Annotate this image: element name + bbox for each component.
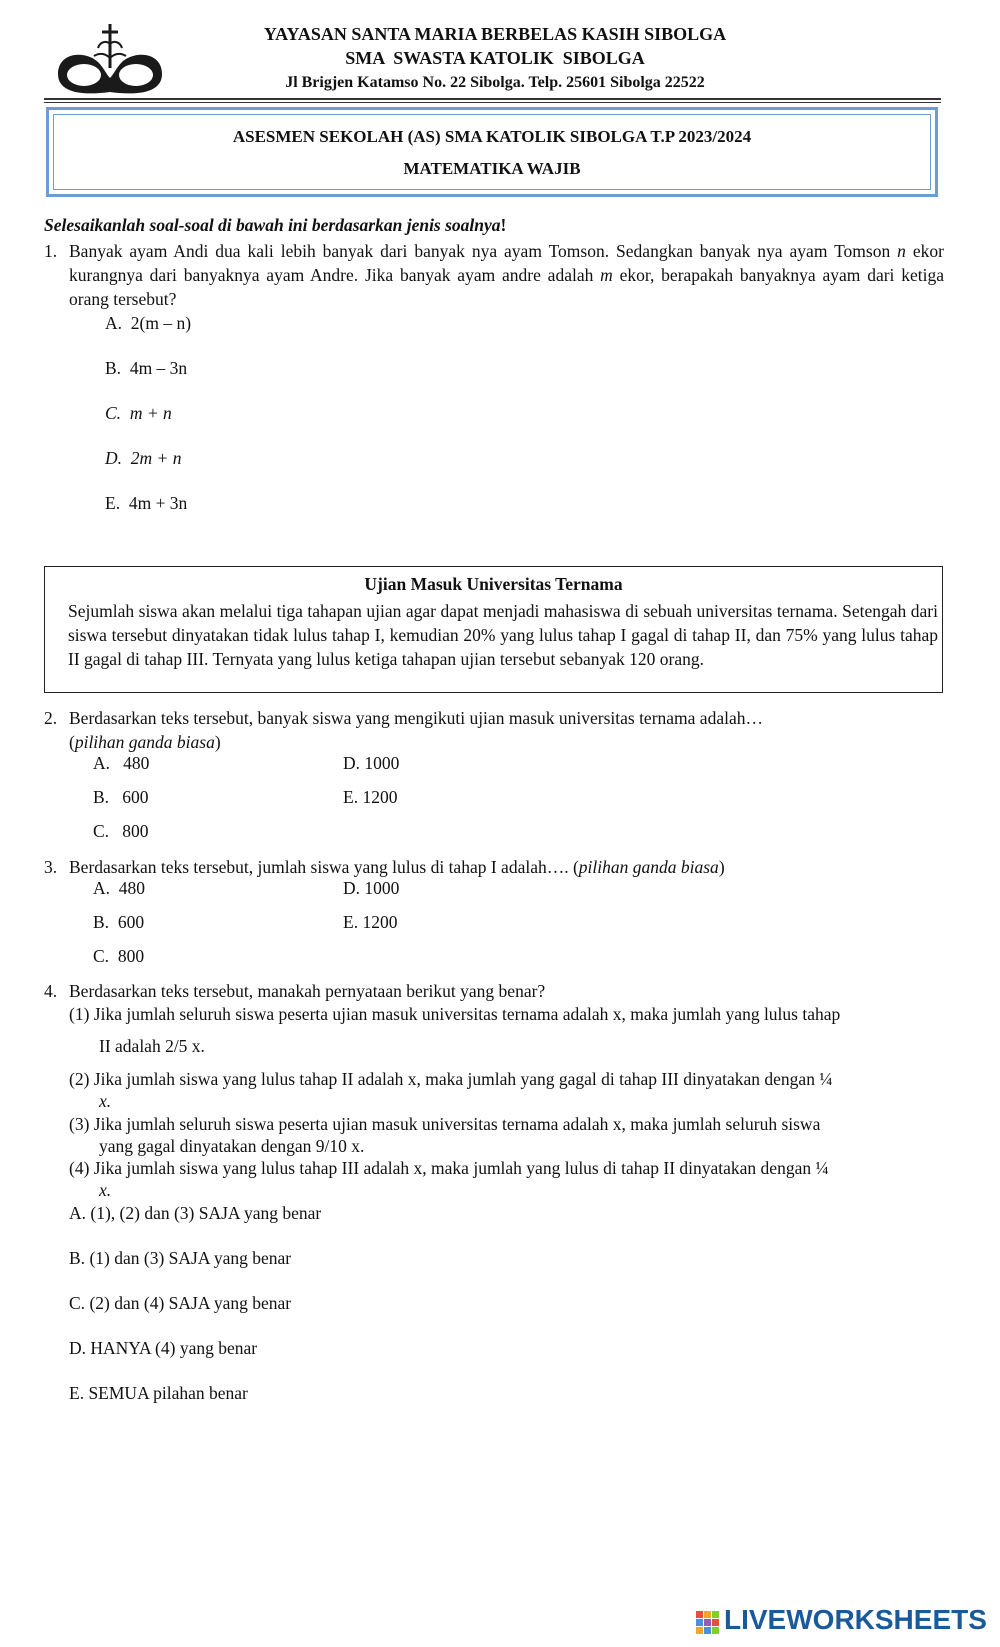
q4-option-a[interactable]: A. (1), (2) dan (3) SAJA yang benar [69,1203,322,1223]
school-name: SMA SWASTA KATOLIK SIBOLGA [345,48,645,68]
liveworksheets-watermark: LIVEWORKSHEETS [724,1604,987,1635]
passage-title: Ujian Masuk Universitas Ternama [364,574,623,594]
subject-title: MATEMATIKA WAJIB [403,159,581,178]
header-rule [44,98,941,100]
question-text: Berdasarkan teks tersebut, manakah pernyataan berikut yang benar? [69,981,546,1001]
school-address: Jl Brigjen Katamso No. 22 Sibolga. Telp. 25601 Sibolga 22522 [285,74,705,91]
question-4 [44,979,944,1003]
q4-option-d[interactable]: D. HANYA (4) yang benar [69,1338,258,1358]
statement-4-cont: x. [99,1180,112,1200]
q1-option-d[interactable]: D. 2m + n [105,448,182,468]
statement-4: (4) Jika jumlah siswa yang lulus tahap III adalah x, maka jumlah yang lulus di tahap II dinyatakan dengan ¼ [69,1158,829,1178]
q1-option-c[interactable]: C. m + n [105,403,172,423]
question-text: Berdasarkan teks tersebut, jumlah siswa yang lulus di tahap I adalah…. (pilihan ganda biasa) [69,857,725,877]
school-logo [50,22,170,100]
statement-3-cont: yang gagal dinyatakan dengan 9/10 x. [99,1136,365,1156]
q2-option-b[interactable]: B. 600 [93,787,149,807]
statement-1: (1) Jika jumlah seluruh siswa peserta ujian masuk universitas ternama adalah x, maka jumlah yang lulus tahap [69,1004,841,1024]
q2-option-c[interactable]: C. 800 [93,821,149,841]
question-text: Berdasarkan teks tersebut, banyak siswa yang mengikuti ujian masuk universitas ternama adalah… (pilihan ganda biasa) [69,708,763,752]
q3-option-b[interactable]: B. 600 [93,912,145,932]
question-number: 1. [44,241,58,261]
foundation-name: YAYASAN SANTA MARIA BERBELAS KASIH SIBOLGA [263,24,727,44]
q2-option-e[interactable]: E. 1200 [343,787,398,807]
q3-option-d[interactable]: D. 1000 [343,878,400,898]
question-number: 3. [44,857,58,877]
header-rule-thin [44,102,941,103]
question-number: 2. [44,708,58,728]
question-3 [44,855,944,879]
statement-3: (3) Jika jumlah seluruh siswa peserta ujian masuk universitas ternama adalah x, maka jumlah seluruh siswa [69,1114,821,1134]
q3-option-c[interactable]: C. 800 [93,946,145,966]
liveworksheets-logo-icon [696,1611,720,1635]
q1-option-b[interactable]: B. 4m – 3n [105,358,188,378]
statement-2-cont: x. [99,1091,112,1111]
instruction: Selesaikanlah soal-soal di bawah ini berdasarkan jenis soalnya! [44,215,507,235]
question-1 [44,239,944,311]
passage-text: Sejumlah siswa akan melalui tiga tahapan ujian agar dapat menjadi mahasiswa di sebuah universitas ternama. Setengah dari siswa tersebut dinyatakan tidak lulus tahap I, kemudian 20% yang lulus tahap I gagal di tahap II, dan 75% yang lulus tahap II gagal di tahap III. Ternyata yang lulus ketiga tahapan ujian tersebut sebanyak 120 orang. [68,601,938,669]
q1-option-a[interactable]: A. 2(m – n) [105,313,192,333]
q2-option-a[interactable]: A. 480 [93,753,150,773]
question-number: 4. [44,981,58,1001]
statement-1-cont: II adalah 2/5 x. [99,1036,205,1056]
q4-option-c[interactable]: C. (2) dan (4) SAJA yang benar [69,1293,292,1313]
q3-option-e[interactable]: E. 1200 [343,912,398,932]
q3-option-a[interactable]: A. 480 [93,878,146,898]
q4-option-b[interactable]: B. (1) dan (3) SAJA yang benar [69,1248,292,1268]
q2-option-d[interactable]: D. 1000 [343,753,400,773]
q4-option-e[interactable]: E. SEMUA pilahan benar [69,1383,248,1403]
question-text: Banyak ayam Andi dua kali lebih banyak dari banyak nya ayam Tomson. Sedangkan banyak nya ayam Tomson n ekor kurangnya dari banyaknya ayam Andre. Jika banyak ayam andre adalah m ekor, berapakah banyaknya ayam dari ketiga orang tersebut? [69,241,944,309]
statement-2: (2) Jika jumlah siswa yang lulus tahap II adalah x, maka jumlah yang gagal di tahap III dinyatakan dengan ¼ [69,1069,833,1089]
question-2 [44,706,944,754]
exam-title: ASESMEN SEKOLAH (AS) SMA KATOLIK SIBOLGA T.P 2023/2024 [232,127,752,146]
title-box [46,107,938,197]
q1-option-e[interactable]: E. 4m + 3n [105,493,188,513]
